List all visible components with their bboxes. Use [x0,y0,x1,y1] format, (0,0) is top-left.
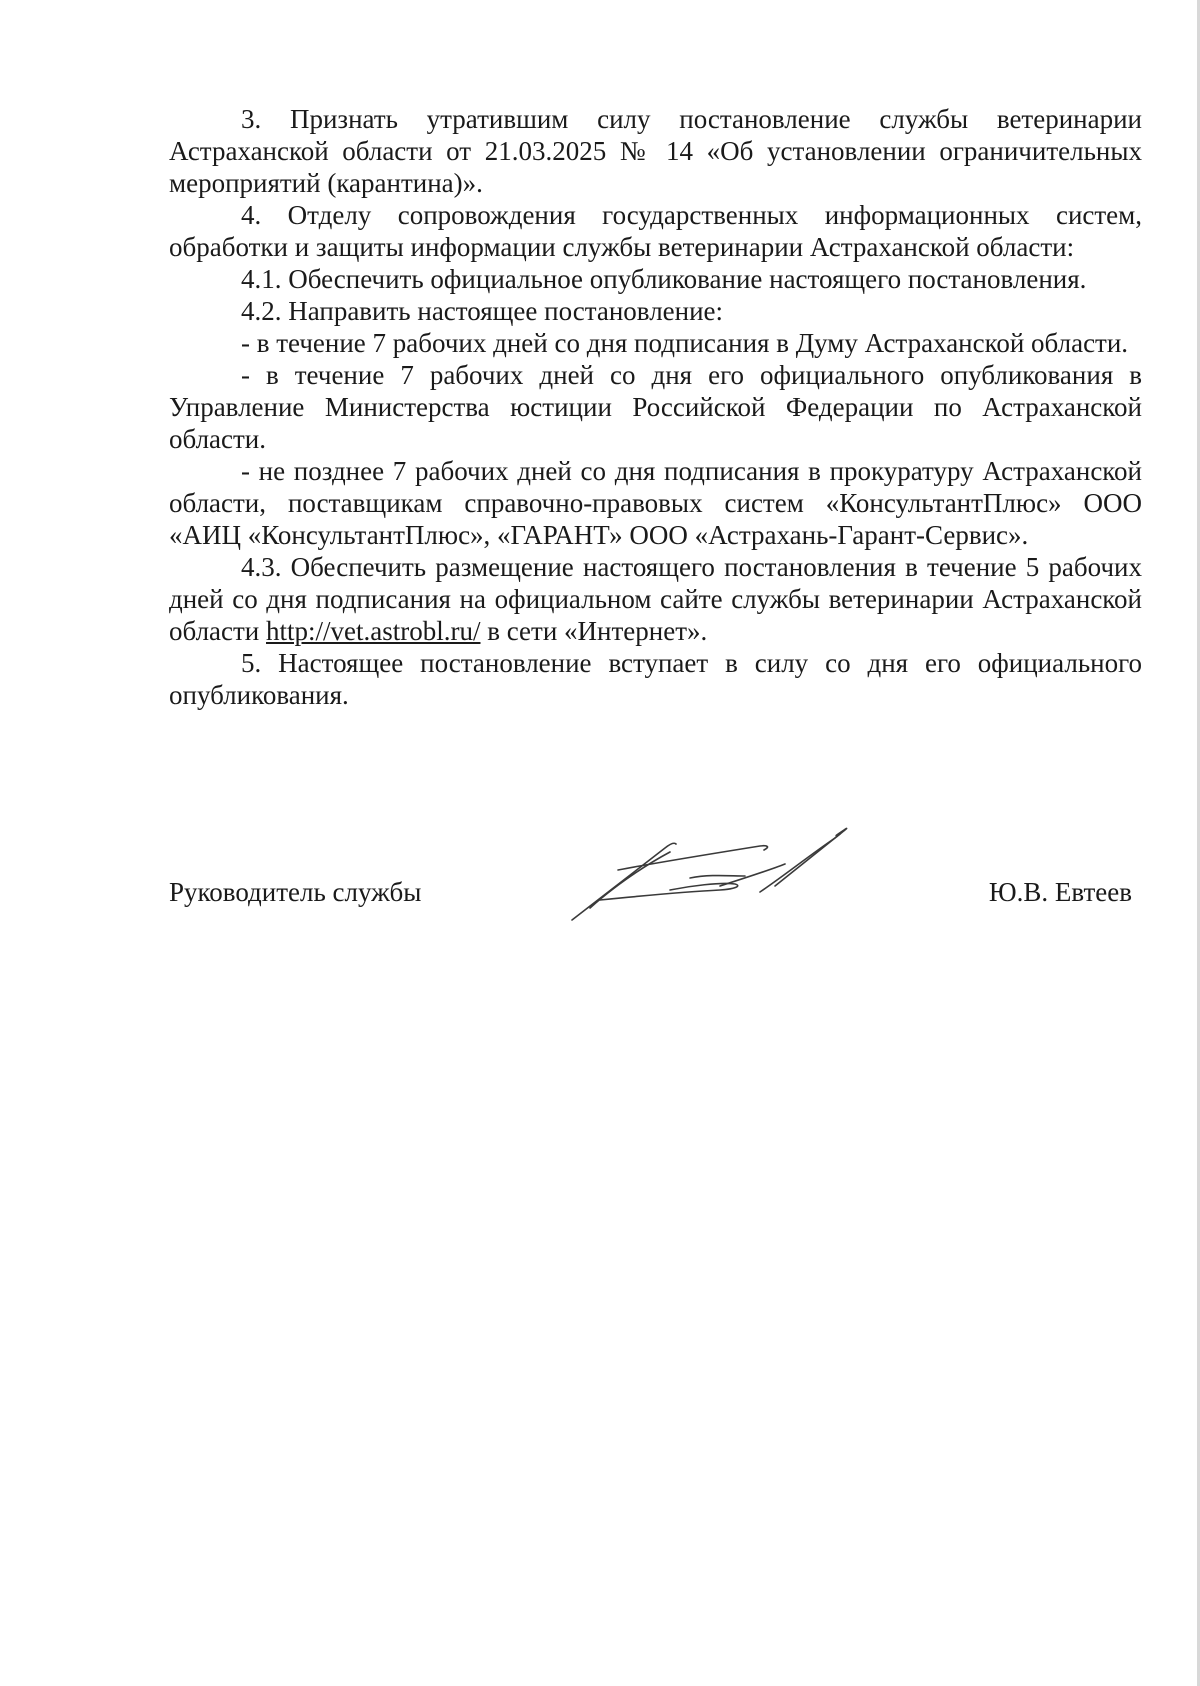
paragraph-4-2-item-justice: - в течение 7 рабочих дней со дня его официального опубликования в Управление Министерства юстиции Российской Федерации по Астраханской области. [169,360,1142,454]
website-link[interactable]: http://vet.astrobl.ru/ [266,616,481,646]
paragraph-4-3-text: 4.3. Обеспечить размещение настоящего постановления в течение 5 рабочих дней со дня подписания на официальном сайте службы ветеринарии Астраханской области [169,552,1142,646]
signatory-name: Ю.В. Евтеев [988,877,1132,907]
paragraph-4-1: 4.1. Обеспечить официальное опубликование настоящего постановления. [241,264,1087,294]
paragraph-4-3-tail: в сети «Интернет». [480,616,708,646]
document-body [169,103,1142,711]
paragraph-4-2: 4.2. Направить настоящее постановление: [241,296,724,326]
paragraph-4: 4. Отделу сопровождения государственных информационных систем, обработки и защиты информации службы ветеринарии Астраханской области: [169,200,1142,262]
signature-row [169,876,1142,916]
paragraph-3: 3. Признать утратившим силу постановление службы ветеринарии Астраханской области от 21.03.2025 № 14 «Об установлении ограничительных мероприятий (карантина)». [169,104,1142,198]
paragraph-4-2-item-duma: - в течение 7 рабочих дней со дня подписания в Думу Астраханской области. [241,328,1129,358]
paragraph-4-3 [169,551,1142,647]
paragraph-5: 5. Настоящее постановление вступает в силу со дня его официального опубликования. [169,648,1142,710]
paragraph-4-2-item-prosecutor: - не позднее 7 рабочих дней со дня подписания в прокуратуру Астраханской области, поставщикам справочно-правовых систем «КонсультантПлюс» ООО «АИЦ «КонсультантПлюс», «ГАРАНТ» ООО «Астрахань-Гарант-Сервис». [169,456,1142,550]
signatory-position: Руководитель службы [169,877,422,907]
